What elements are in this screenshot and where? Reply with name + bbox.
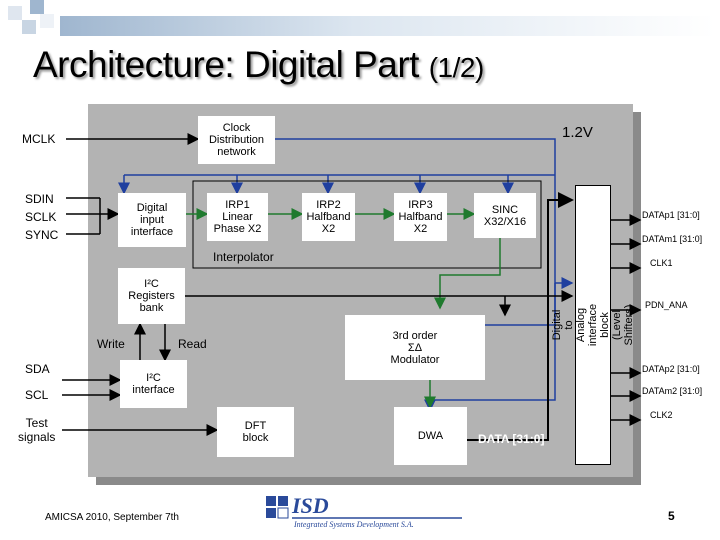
i2c-registers-bank-block	[118, 268, 185, 324]
dwa-label: DWA	[417, 430, 444, 442]
output-datap1: DATAp1 [31:0]	[642, 210, 700, 220]
clock-distribution-block	[198, 116, 275, 164]
irp3-block	[394, 193, 447, 241]
interpolator-label: Interpolator	[213, 250, 274, 264]
clock-distribution-label: Clock Distribution network	[208, 122, 265, 158]
slide-title-main: Architecture: Digital Part	[33, 44, 419, 85]
scl-label: SCL	[25, 388, 49, 402]
irp3-label: IRP3 Halfband X2	[398, 199, 443, 235]
slide-title-part: (1/2)	[428, 52, 484, 83]
sdin-label: SDIN	[25, 192, 54, 206]
test-signals-label: Test signals	[18, 416, 56, 444]
dft-block	[217, 407, 294, 457]
i2c-interface-block	[120, 360, 187, 408]
digital-input-interface-block	[118, 193, 186, 247]
isd-logo-text: Integrated Systems Development S.A.	[294, 520, 414, 529]
irp2-label: IRP2 Halfband X2	[306, 199, 351, 235]
i2c-interface-label: I²C interface	[132, 372, 175, 396]
sigma-delta-modulator-label: 3rd order ΣΔ Modulator	[390, 329, 440, 366]
output-clk1: CLK1	[650, 258, 673, 268]
irp1-block	[207, 193, 268, 241]
mclk-label: MCLK	[22, 132, 56, 146]
voltage-label: 1.2V	[562, 124, 593, 141]
isd-logo-graphic	[262, 494, 482, 530]
isd-logo-mark: ISD	[292, 494, 329, 518]
i2c-registers-bank-label: I²C Registers bank	[128, 278, 175, 314]
digital-input-interface-label: Digital input interface	[130, 202, 174, 238]
sinc-block	[474, 193, 536, 238]
write-label: Write	[97, 337, 125, 351]
sync-label: SYNC	[25, 228, 59, 242]
output-clk2: CLK2	[650, 410, 673, 420]
sclk-label: SCLK	[25, 210, 57, 224]
sinc-label: SINC X32/X16	[483, 203, 527, 228]
dft-label: DFT block	[242, 420, 269, 444]
level-shifter-block	[551, 185, 635, 465]
irp1-label: IRP1 Linear Phase X2	[213, 199, 262, 235]
dwa-block	[394, 407, 467, 465]
level-shifter-label: Digital to Analog interface block (Level Shifters)	[551, 303, 635, 347]
conference-footer: AMICSA 2010, September 7th	[45, 512, 179, 523]
page-number: 5	[668, 509, 675, 523]
data-bus-label: DATA [31:0]	[478, 432, 545, 446]
output-datam1: DATAm1 [31:0]	[642, 234, 703, 244]
output-datap2: DATAp2 [31:0]	[642, 364, 700, 374]
sda-label: SDA	[25, 362, 50, 376]
read-label: Read	[178, 337, 207, 351]
sigma-delta-modulator-block	[345, 315, 485, 380]
irp2-block	[302, 193, 355, 241]
output-pdn-ana: PDN_ANA	[645, 300, 688, 310]
isd-logo	[262, 494, 482, 530]
output-datam2: DATAm2 [31:0]	[642, 386, 703, 396]
